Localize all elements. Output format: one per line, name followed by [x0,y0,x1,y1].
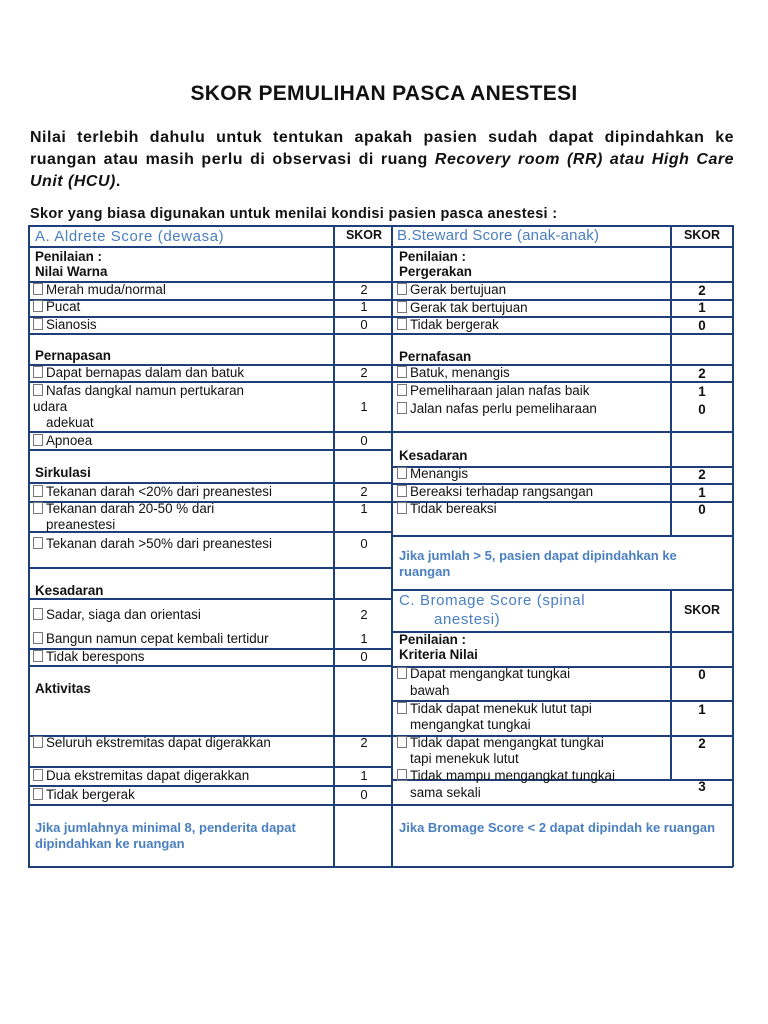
aldrete-row: Tekanan darah <20% dari preanestesi [33,484,272,499]
checkbox-icon [397,502,407,514]
aldrete-score: 1 [360,399,368,414]
lead-text: Skor yang biasa digunakan untuk menilai kondisi pasien pasca anestesi : [30,206,558,222]
aldrete-row-cont: preanestesi [46,517,116,532]
page-title: SKOR PEMULIHAN PASCA ANESTESI [190,82,578,105]
aldrete-row: Tidak berespons [33,649,145,664]
steward-row: Pemeliharaan jalan nafas baik [397,383,589,398]
aldrete-score: 0 [360,536,368,551]
aldrete-row: Tidak bergerak [33,787,135,802]
checkbox-icon [33,283,43,295]
aldrete-pernapasan: Pernapasan [35,348,111,363]
checkbox-icon [33,366,43,378]
bromage-row: Dapat mengangkat tungkai [397,666,570,681]
aldrete-row: Sadar, siaga dan orientasi [33,607,201,622]
aldrete-note: Jika jumlahnya minimal 8, penderita dapat dipindahkan ke ruangan [35,820,296,851]
aldrete-score: 0 [360,649,368,664]
checkbox-icon [397,318,407,330]
checkbox-icon [397,667,407,679]
aldrete-score: 2 [360,365,368,380]
aldrete-penilaian: Penilaian : [35,249,102,264]
steward-row: Jalan nafas perlu pemeliharaan [397,401,597,416]
aldrete-score: 2 [360,282,368,297]
steward-pergerakan: Pergerakan [399,264,472,279]
checkbox-icon [397,384,407,396]
bromage-row-cont: mengangkat tungkai [410,717,531,732]
checkbox-icon [33,300,43,312]
aldrete-score: 2 [360,607,368,622]
aldrete-score: 1 [360,631,368,646]
checkbox-icon [397,702,407,714]
bromage-title-line1: C. Bromage Score (spinal [399,592,586,609]
aldrete-kesadaran: Kesadaran [35,583,104,598]
aldrete-row: Apnoea [33,433,92,448]
steward-score: 1 [698,384,706,399]
steward-score: 2 [698,467,706,482]
bromage-row: Tidak dapat mengangkat tungkai [397,735,604,750]
steward-pernafasan: Pernafasan [399,349,472,364]
aldrete-nilai-warna: Nilai Warna [35,264,108,279]
aldrete-row: Seluruh ekstremitas dapat digerakkan [33,735,271,750]
aldrete-row: Dua ekstremitas dapat digerakkan [33,768,249,783]
checkbox-icon [33,769,43,781]
bromage-score: 1 [698,702,706,717]
checkbox-icon [33,788,43,800]
intro-paragraph [30,127,734,193]
steward-penilaian: Penilaian : [399,249,466,264]
checkbox-icon [397,467,407,479]
aldrete-title: A. Aldrete Score (dewasa) [35,228,225,245]
steward-row: Gerak bertujuan [397,282,506,297]
checkbox-icon [33,384,43,396]
checkbox-icon [397,736,407,748]
bromage-score: 0 [698,667,706,682]
checkbox-icon [397,769,407,781]
aldrete-row: Tekanan darah 20-50 % dari [33,501,214,516]
aldrete-score: 0 [360,787,368,802]
aldrete-row: Bangun namun cepat kembali tertidur [33,631,269,646]
bromage-kriteria: Kriteria Nilai [399,647,478,662]
aldrete-skor-header: SKOR [345,228,383,242]
steward-row: Tidak bereaksi [397,501,497,516]
checkbox-icon [33,608,43,620]
aldrete-row-cont: adekuat [46,415,94,430]
bromage-skor-header: SKOR [683,603,721,617]
aldrete-row: Sianosis [33,317,97,332]
checkbox-icon [33,434,43,446]
bromage-penilaian: Penilaian : [399,632,466,647]
aldrete-score: 2 [360,484,368,499]
checkbox-icon [397,402,407,414]
aldrete-score: 2 [360,735,368,750]
bromage-row: Tidak dapat menekuk lutut tapi [397,701,592,716]
bromage-row-cont: sama sekali [410,785,481,800]
bromage-row-cont: bawah [410,683,450,698]
aldrete-score: 0 [360,433,368,448]
aldrete-row: Pucat [33,299,80,314]
steward-score: 1 [698,300,706,315]
steward-row: Batuk, menangis [397,365,510,380]
steward-score: 0 [698,502,706,517]
aldrete-row-cont: udara [33,399,68,414]
steward-score: 0 [698,318,706,333]
checkbox-icon [33,318,43,330]
bromage-score: 3 [698,779,706,794]
checkbox-icon [33,650,43,662]
aldrete-score: 1 [360,768,368,783]
steward-kesadaran: Kesadaran [399,448,468,463]
aldrete-score: 1 [360,501,368,516]
bromage-row: Tidak mampu mengangkat tungkai [397,768,615,783]
steward-row: Tidak bergerak [397,317,499,332]
steward-title: B.Steward Score (anak-anak) [397,227,600,244]
steward-row: Gerak tak bertujuan [397,300,528,315]
aldrete-row: Merah muda/normal [33,282,166,297]
intro-main-text: Nilai terlebih dahulu untuk tentukan apakah pasien sudah dapat dipindahkan ke ruangan atau masih perlu di observasi di ruang [30,129,734,168]
checkbox-icon [397,283,407,295]
checkbox-icon [33,736,43,748]
aldrete-row: Nafas dangkal namun pertukaran [33,383,244,398]
aldrete-aktivitas: Aktivitas [35,681,91,696]
checkbox-icon [33,537,43,549]
steward-row: Bereaksi terhadap rangsangan [397,484,593,499]
checkbox-icon [397,366,407,378]
checkbox-icon [33,502,43,514]
steward-score: 1 [698,485,706,500]
intro-end-text: . [115,173,121,190]
checkbox-icon [397,485,407,497]
checkbox-icon [33,632,43,644]
steward-score: 2 [698,366,706,381]
bromage-note: Jika Bromage Score < 2 dapat dipindah ke ruangan [399,820,716,835]
aldrete-row: Tekanan darah >50% dari preanestesi [33,536,272,551]
checkbox-icon [33,485,43,497]
bromage-score: 2 [698,736,706,751]
steward-skor-header: SKOR [683,228,721,242]
bromage-title-line2: anestesi) [434,611,501,628]
steward-note: Jika jumlah > 5, pasien dapat dipindahkan ke ruangan [399,548,677,579]
aldrete-sirkulasi: Sirkulasi [35,465,91,480]
steward-score: 2 [698,283,706,298]
intro-italic-text: Recovery room (RR) atau High Care Unit (HCU) [30,151,735,190]
steward-row: Menangis [397,466,468,481]
steward-score: 0 [698,402,706,417]
checkbox-icon [397,301,407,313]
aldrete-score: 0 [360,317,368,332]
aldrete-score: 1 [360,299,368,314]
aldrete-row: Dapat bernapas dalam dan batuk [33,365,244,380]
bromage-row-cont: tapi menekuk lutut [410,751,519,766]
